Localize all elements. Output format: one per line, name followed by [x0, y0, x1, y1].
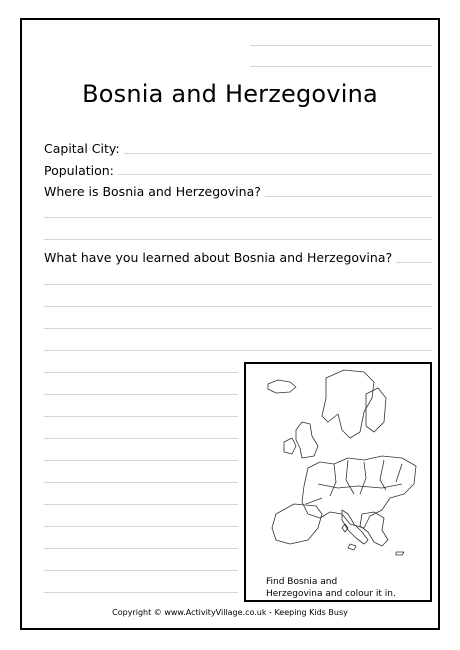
writing-line	[44, 460, 238, 461]
writing-line	[44, 328, 432, 329]
map-caption-line-2: Herzegovina and colour it in.	[266, 589, 396, 599]
copyright-footer: Copyright © www.ActivityVillage.co.uk - Keeping Kids Busy	[112, 608, 348, 617]
map-caption-line-1: Find Bosnia and	[266, 577, 338, 587]
writing-line	[44, 372, 238, 373]
writing-line	[44, 394, 238, 395]
writing-line	[44, 570, 238, 571]
date-line	[250, 66, 432, 67]
writing-line	[44, 504, 238, 505]
population-label: Population:	[44, 163, 118, 179]
writing-line	[44, 482, 238, 483]
europe-map-box	[244, 362, 432, 602]
europe-map-outline	[246, 364, 430, 600]
writing-line	[44, 306, 432, 307]
map-caption	[264, 576, 398, 600]
writing-line	[44, 284, 432, 285]
name-line	[250, 45, 432, 46]
writing-line	[44, 350, 432, 351]
writing-line	[44, 592, 238, 593]
page-title: Bosnia and Herzegovina	[82, 80, 378, 108]
learned-question: What have you learned about Bosnia and Herzegovina?	[44, 250, 396, 266]
writing-line	[44, 416, 238, 417]
capital-city-label: Capital City:	[44, 141, 124, 157]
where-question: Where is Bosnia and Herzegovina?	[44, 184, 265, 200]
writing-line	[44, 526, 238, 527]
writing-line	[44, 217, 432, 218]
writing-line	[44, 548, 238, 549]
writing-line	[44, 438, 238, 439]
writing-line	[44, 239, 432, 240]
